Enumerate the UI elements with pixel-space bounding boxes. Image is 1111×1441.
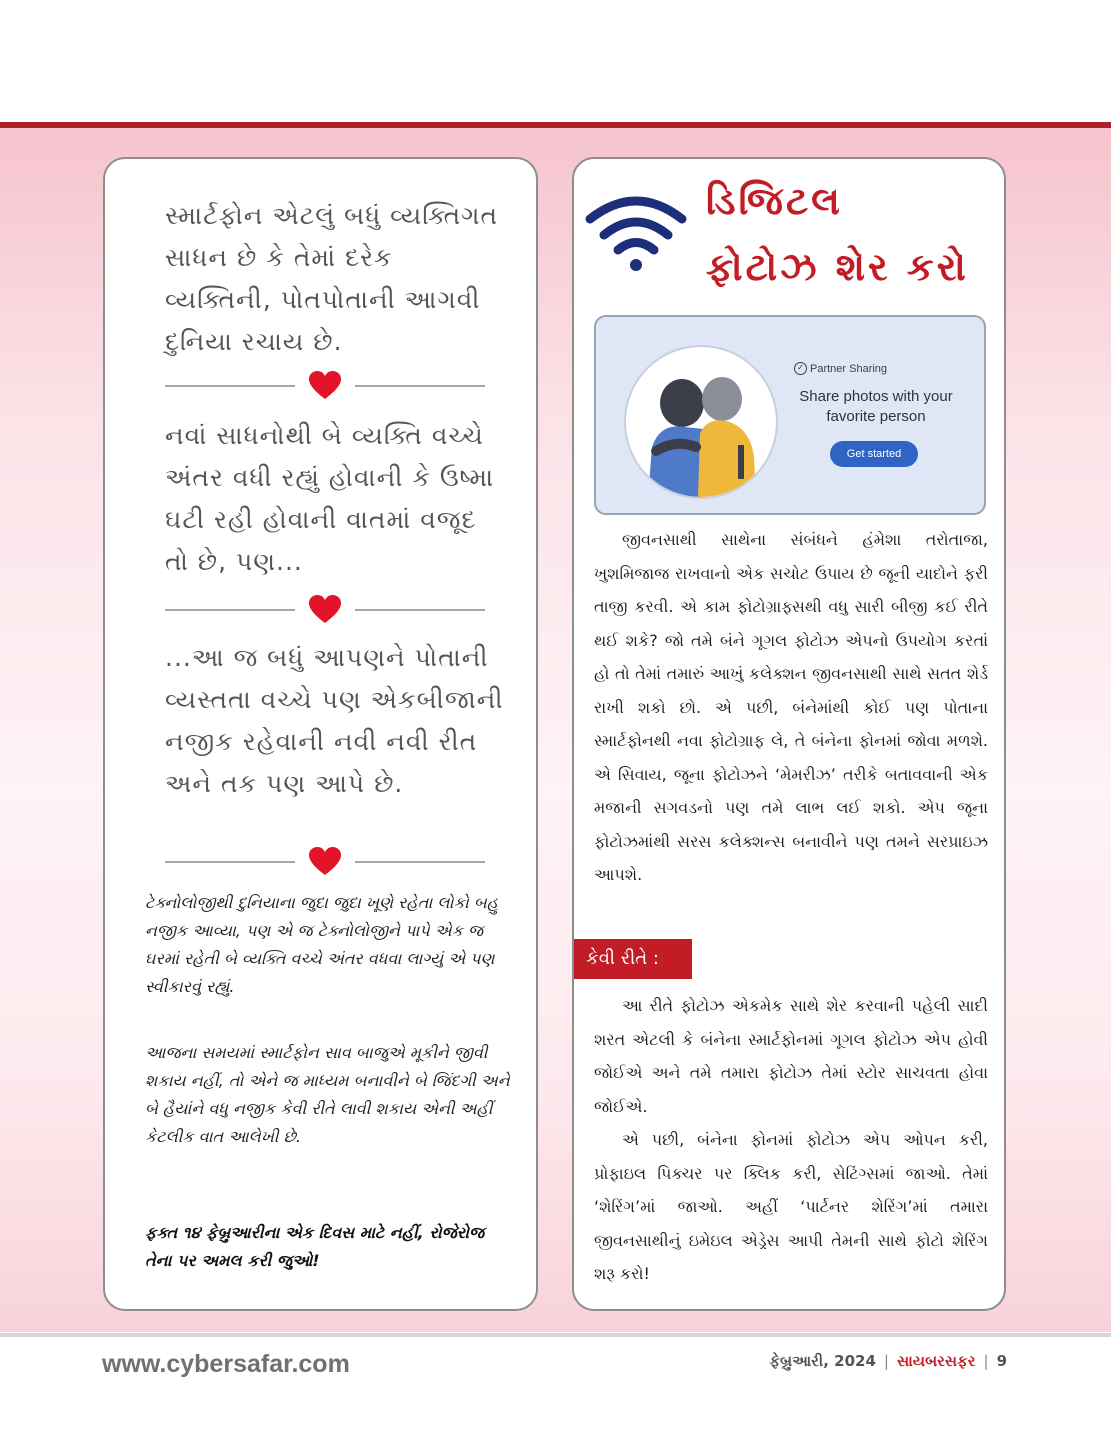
partner-sharing-icon: ✓ xyxy=(794,362,807,375)
intro-highlight: ફક્ત ૧૪ ફેબ્રુઆરીના એક દિવસ માટે નહીં, રોજેરોજ તેના પર અમલ કરી જુઓ! xyxy=(145,1223,485,1270)
footer-issue-info: ફેબ્રુઆરી, 2024 | સાયબરસફર | 9 xyxy=(769,1352,1007,1370)
divider-2 xyxy=(165,595,485,625)
partner-sharing-label: Partner Sharing xyxy=(810,363,888,375)
heart-icon xyxy=(309,371,341,401)
get-started-button[interactable]: Get started xyxy=(830,441,918,467)
footer-brand: સાયબરસફર xyxy=(896,1352,976,1370)
article-steps: આ રીતે ફોટોઝ એકમેક સાથે શેર કરવાની પહેલી સાદી શરત એટલી કે બંનેના સ્માર્ટફોનમાં ગૂગલ ફોટોઝ એપ હોવી જોઈએ અને તમે તમારા ફોટોઝ તેમાં સ્ટોર સાચવતા હોવા જોઈએ. એ પછી, બંનેના ફોનમાં ફોટોઝ એપ ઓપન કરી, પ્રોફાઇલ પિક્ચર પર ક્લિક કરી, સેટિંગ્સમાં જાઓ. તેમાં ‘શેરિંગ’માં જાઓ. અહીં ‘પાર્ટનર શેરિંગ’માં તમારા જીવનસાથીનું ઇમેઇલ એડ્રેસ આપી તેમની સાથે ફોટો શેરિંગ શરૂ કરો! xyxy=(594,996,988,1283)
footer-website-link[interactable]: www.cybersafar.com xyxy=(102,1350,350,1378)
page-number: 9 xyxy=(996,1352,1007,1370)
couple-illustration xyxy=(624,345,778,499)
divider-3 xyxy=(165,847,485,877)
heart-icon xyxy=(309,847,341,877)
how-to-label: કેવી રીતે : xyxy=(574,939,692,979)
partner-sharing-heading: Share photos with your favorite person xyxy=(799,388,953,425)
quote-1: સ્માર્ટફોન એટલું બધું વ્યક્તિગત સાધન છે કે તેમાં દરેક વ્યક્તિની, પોતપોતાની આગવી દુનિયા રચાય છે. xyxy=(165,201,499,356)
quotes-card xyxy=(103,157,538,1311)
intro-paragraph-2: આજના સમયમાં સ્માર્ટફોન સાવ બાજુએ મૂકીને જીવી શકાય નહીં, તો એને જ માધ્યમ બનાવીને બે જિંદગી અને બે હૈયાંને વધુ નજીક કેવી રીતે લાવી શકાય એની અહીં કેટલીક વાત આલેખી છે. xyxy=(145,1043,510,1146)
quote-3: ...આ જ બધું આપણને પોતાની વ્યસ્તતા વચ્ચે પણ એકબીજાની નજીક રહેવાની નવી નવી રીત અને તક પણ આપે છે. xyxy=(165,643,504,798)
bottom-rule xyxy=(0,1333,1111,1337)
article-title-line-2: ફોટોઝ શેર કરો xyxy=(706,245,969,289)
article-paragraph-1: જીવનસાથી સાથેના સંબંધને હંમેશા તરોતાજા, ખુશમિજાજ રાખવાનો એક સચોટ ઉપાય છે જૂની યાદોને ફરી તાજી કરવી. એ કામ ફોટોગ્રાફ્સથી વધુ સારી બીજી કઈ રીતે થઈ શકે? જો તમે બંને ગૂગલ ફોટોઝ એપનો ઉપયોગ કરતાં હો તો તેમાં તમારું આખું કલેક્શન જીવનસાથી સાથે સતત શેર્ડ રાખી શકો છો. એ પછી, બંનેમાંથી કોઈ પણ પોતાના સ્માર્ટફોનથી નવા ફોટોગ્રાફ લે, તે બંનેના ફોનમાં જોવા મળશે. એ સિવાય, જૂના ફોટોઝને ‘મેમરીઝ’ તરીકે બતાવવાની એક મજાની સગવડનો પણ તમે લાભ લઈ શકો. એપ જૂના ફોટોઝમાંથી સરસ કલેક્શન્સ બનાવીને પણ તમને સરપ્રાઇઝ આપશે. xyxy=(594,530,988,884)
heart-icon xyxy=(309,595,341,625)
footer-date: ફેબ્રુઆરી, 2024 xyxy=(769,1352,876,1370)
wifi-icon xyxy=(584,189,688,273)
quote-2: નવાં સાધનોથી બે વ્યક્તિ વચ્ચે અંતર વધી રહ્યું હોવાની કે ઉષ્મા ઘટી રહી હોવાની વાતમાં વજૂદ તો છે, પણ... xyxy=(165,421,495,576)
top-rule xyxy=(0,122,1111,128)
partner-sharing-screenshot xyxy=(594,315,986,515)
divider-1 xyxy=(165,371,485,401)
intro-paragraph-1: ટેક્નોલોજીથી દુનિયાના જુદા જુદા ખૂણે રહેતા લોકો બહુ નજીક આવ્યા, પણ એ જ ટેક્નોલોજીને પાપે એક જ ઘરમાં રહેતી બે વ્યક્તિ વચ્ચે અંતર વધવા લાગ્યું એ પણ સ્વીકારવું રહ્યું. xyxy=(145,893,499,996)
couple-icon xyxy=(626,347,776,497)
article-title-line-1: ડિજિટલ xyxy=(706,179,843,223)
article-card xyxy=(572,157,1006,1311)
